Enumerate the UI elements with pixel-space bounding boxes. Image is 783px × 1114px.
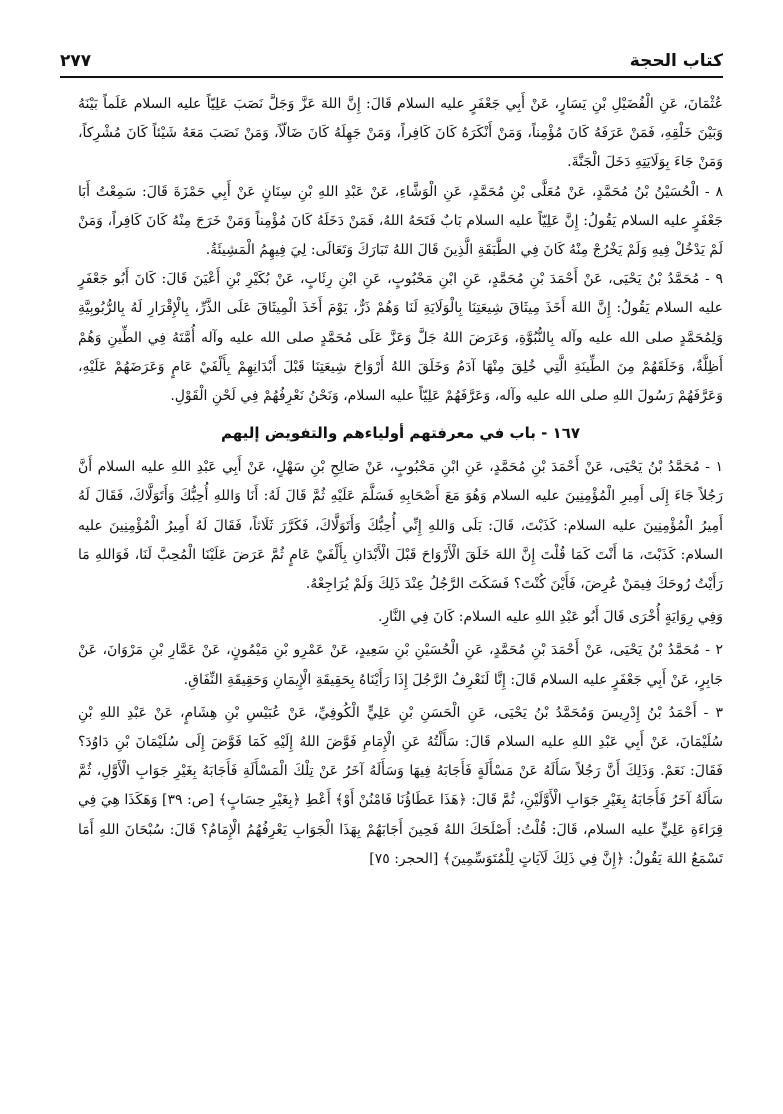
page-body [78,90,723,874]
hadith-paragraph: ١ - مُحَمَّدُ بْنُ يَحْيَى، عَنْ أَحْمَدَ بْنِ مُحَمَّدٍ، عَنِ ابْنِ مَحْبُوبٍ، عَنْ صَالِحِ بْنِ سَهْلٍ، عَنْ أَبِي عَبْدِ اللهِ عليه السلام أَنَّ رَجُلاً جَاءَ إِلَى أَمِيرِ الْمُؤْمِنِينَ عليه السلام وَهُوَ مَعَ أَصْحَابِهِ فَسَلَّمَ عَلَيْهِ ثُمَّ قَالَ لَهُ: أَنَا وَاللهِ أُحِبُّكَ وَأَتَوَلَّاكَ، فَقَالَ لَهُ أَمِيرُ الْمُؤْمِنِينَ عليه السلام: كَذَبْتَ، قَالَ: بَلَى وَاللهِ إِنِّي أُحِبُّكَ وَأَتَوَلَّاكَ، فَكَرَّرَ ثَلَاثاً، فَقَالَ لَهُ أَمِيرُ الْمُؤْمِنِينَ عليه السلام: كَذَبْتَ، مَا أَنْتَ كَمَا قُلْتَ إِنَّ اللهَ خَلَقَ الْأَرْوَاحَ قَبْلَ الْأَبْدَانِ بِأَلْفَيْ عَامٍ ثُمَّ عَرَضَ عَلَيْنَا الْمُحِبَّ لَنَا، فَوَاللهِ مَا رَأَيْتُ رُوحَكَ فِيمَنْ عُرِضَ، فَأَيْنَ كُنْتَ؟ فَسَكَتَ الرَّجُلُ عِنْدَ ذَلِكَ وَلَمْ يُرَاجِعْهُ. [78,459,723,593]
book-title: كتاب الحجة [629,51,723,71]
hadith-paragraph: ٢ - مُحَمَّدُ بْنُ يَحْيَى، عَنْ أَحْمَدَ بْنِ مُحَمَّدٍ، عَنِ الْحُسَيْنِ بْنِ سَعِيدٍ، عَنْ عَمْرِو بْنِ مَيْمُونٍ، عَنْ عَمَّارِ بْنِ مَرْوَانَ، عَنْ جَابِرٍ، عَنْ أَبِي جَعْفَرٍ عليه السلام قَالَ: إِنَّا لَنَعْرِفُ الرَّجُلَ إِذَا رَأَيْنَاهُ بِحَقِيقَةِ الْإِيمَانِ وَحَقِيقَةِ النِّفَاقِ. [78,642,723,688]
hadith-paragraph: ٣ - أَحْمَدُ بْنُ إِدْرِيسَ وَمُحَمَّدُ بْنُ يَحْيَى، عَنِ الْحَسَنِ بْنِ عَلِيٍّ الْكُوفِيِّ، عَنْ عُبَيْسِ بْنِ هِشَامٍ، عَنْ عَبْدِ اللهِ بْنِ سُلَيْمَانَ، عَنْ أَبِي عَبْدِ اللهِ عليه السلام قَالَ: سَأَلْتُهُ عَنِ الْإِمَامِ فَوَّضَ اللهُ إِلَيْهِ كَمَا فَوَّضَ إِلَى سُلَيْمَانَ بْنِ دَاوُدَ؟ فَقَالَ: نَعَمْ. وَذَلِكَ أَنَّ رَجُلاً سَأَلَهُ عَنْ مَسْأَلَةٍ فَأَجَابَهُ فِيهَا وَسَأَلَهُ آخَرُ عَنْ تِلْكَ الْمَسْأَلَةِ فَأَجَابَهُ بِغَيْرِ جَوَابِ الْأَوَّلِ، ثُمَّ سَأَلَهُ آخَرُ فَأَجَابَهُ بِغَيْرِ جَوَابِ الْأَوَّلَيْنِ، ثُمَّ قَالَ: ﴿هَذَا عَطَاؤُنَا فَامْنُنْ أَوْ﴾ أَعْطِ ﴿بِغَيْرِ حِسَابٍ﴾ [ص: ٣٩] وَهَكَذَا هِيَ فِي قِرَاءَةِ عَلِيٍّ عليه السلام، قَالَ: قُلْتُ: أَصْلَحَكَ اللهُ فَحِينَ أَجَابَهُمْ بِهَذَا الْجَوَابِ يَعْرِفُهُمُ الْإِمَامُ؟ قَالَ: سُبْحَانَ اللهِ أَمَا تَسْمَعُ اللهَ يَقُولُ: ﴿إِنَّ فِي ذَلِكَ لَآيَاتٍ لِلْمُتَوَسِّمِينَ﴾ [الحجر: ٧٥] [78,704,723,867]
chapter-title: ١٦٧ - باب في معرفتهم أولياءهم والتفويض إليهم [220,424,581,443]
page-number: ٢٧٧ [60,51,92,71]
hadith-paragraph: ٨ - الْحُسَيْنُ بْنُ مُحَمَّدٍ، عَنْ مُعَلَّى بْنِ مُحَمَّدٍ، عَنِ الْوَشَّاءِ، عَنْ عَبْدِ اللهِ بْنِ سِنَانٍ عَنْ أَبِي حَمْزَةَ قَالَ: سَمِعْتُ أَبَا جَعْفَرٍ عليه السلام يَقُولُ: إِنَّ عَلِيّاً عليه السلام بَابٌ فَتَحَهُ اللهُ، فَمَنْ دَخَلَهُ كَانَ مُؤْمِناً وَمَنْ خَرَجَ مِنْهُ كَانَ كَافِراً، وَمَنْ لَمْ يَدْخُلْ فِيهِ وَلَمْ يَخْرُجْ مِنْهُ كَانَ فِي الطَّبَقَةِ الَّذِينَ قَالَ اللهُ تَبَارَكَ وَتَعَالَى: لِيَ فِيهِمُ الْمَشِيئَةُ. [78,183,723,259]
hadith-paragraph: ٩ - مُحَمَّدُ بْنُ يَحْيَى، عَنْ أَحْمَدَ بْنِ مُحَمَّدٍ، عَنِ ابْنِ مَحْبُوبٍ، عَنِ ابْنِ رِئَابٍ، عَنْ بُكَيْرِ بْنِ أَعْيَنَ قَالَ: كَانَ أَبُو جَعْفَرٍ عليه السلام يَقُولُ: إِنَّ اللهَ أَخَذَ مِيثَاقَ شِيعَتِنَا بِالْوَلَايَةِ لَنَا وَهُمْ ذَرٌّ، يَوْمَ أَخَذَ الْمِيثَاقَ عَلَى الذَّرِّ، بِالْإِقْرَارِ لَهُ بِالرُّبُوبِيَّةِ وَلِمُحَمَّدٍ صلى الله عليه وآله بِالنُّبُوَّةِ، وَعَرَضَ اللهُ جَلَّ وَعَزَّ عَلَى مُحَمَّدٍ صلى الله عليه وآله أُمَّتَهُ فِي الطِّينِ وَهُمْ أَظِلَّةٌ، وَخَلَقَهُمْ مِنَ الطِّينَةِ الَّتِي خُلِقَ مِنْهَا آدَمُ وَخَلَقَ اللهُ أَرْوَاحَ شِيعَتِنَا قَبْلَ أَبْدَانِهِمْ بِأَلْفَيْ عَامٍ وَعَرَضَهُمْ عَلَيْهِ، وَعَرَّفَهُمْ رَسُولَ اللهِ صلى الله عليه وآله، وَعَرَّفَهُمْ عَلِيّاً عليه السلام، وَنَحْنُ نَعْرِفُهُمْ فِي لَحْنِ الْقَوْلِ. [78,271,723,405]
hadith-paragraph: وَفِي رِوَايَةٍ أُخْرَى قَالَ أَبُو عَبْدِ اللهِ عليه السلام: كَانَ فِي النَّارِ. [377,609,723,626]
hadith-paragraph: عُثْمَانَ، عَنِ الْفُضَيْلِ بْنِ يَسَارٍ، عَنْ أَبِي جَعْفَرٍ عليه السلام قَالَ: إِنَّ اللهَ عَزَّ وَجَلَّ نَصَبَ عَلِيّاً عليه السلام عَلَماً بَيْنَهُ وَبَيْنَ خَلْقِهِ، فَمَنْ عَرَفَهُ كَانَ مُؤْمِناً، وَمَنْ أَنْكَرَهُ كَانَ كَافِراً، وَمَنْ جَهِلَهُ كَانَ ضَالّاً، وَمَنْ نَصَبَ مَعَهُ شَيْئاً كَانَ مُشْرِكاً، وَمَنْ جَاءَ بِوَلَايَتِهِ دَخَلَ الْجَنَّةَ. [78,96,723,171]
page-header [60,42,723,78]
